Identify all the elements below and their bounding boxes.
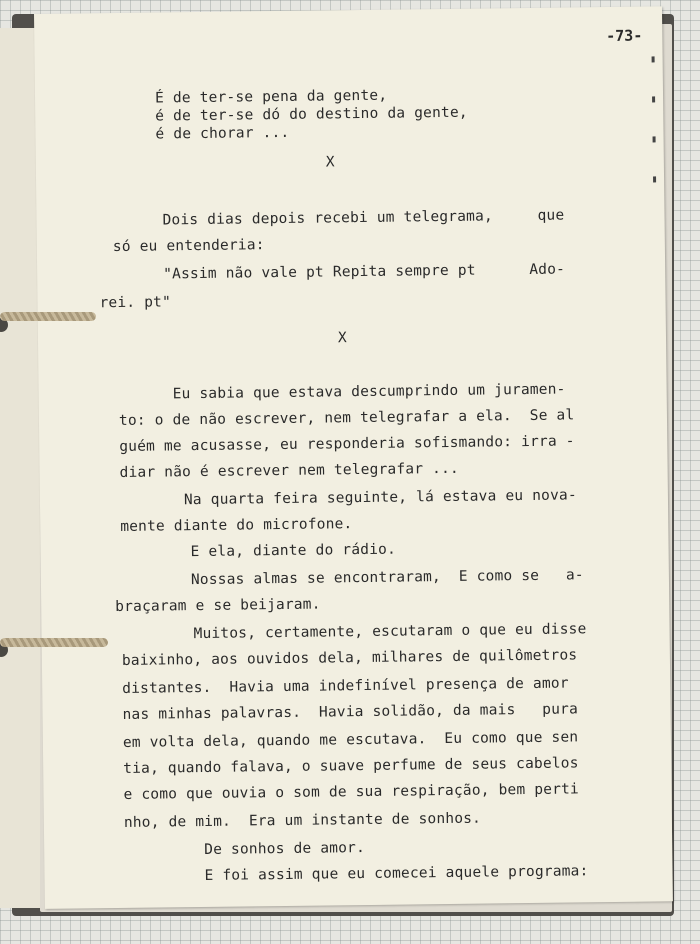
text-line: só eu entenderia: (112, 237, 265, 256)
text-line: Na quarta feira seguinte, lá estava eu nova- (183, 487, 577, 509)
text-line: mente diante do microfone. (120, 516, 353, 535)
page-number: -73- (606, 26, 643, 46)
separator-mark: X (325, 154, 335, 171)
binding-string (0, 638, 108, 647)
text-line: é de ter-se dó do destino da gente, (155, 104, 468, 125)
binding-string (0, 312, 96, 321)
text-line: distantes. Havia uma indefinível presença de amor (122, 675, 569, 697)
text-line: rei. pt" (99, 294, 172, 312)
text-line: to: o de não escrever, nem telegrafar a ela. Se al (118, 407, 575, 429)
text-line: De sonhos de amor. (204, 840, 366, 858)
typed-page (34, 6, 673, 909)
text-line: nho, de mim. Era um instante de sonhos. (123, 810, 482, 831)
separator-mark: X (337, 330, 348, 347)
text-line: É de ter-se pena da gente, (154, 87, 388, 107)
text-line: Muitos, certamente, escutaram o que eu disse (193, 621, 587, 643)
text-line: diar não é escrever nem telegrafar ... (119, 460, 460, 481)
text-line: Eu sabia que estava descumprindo um juramen- (172, 381, 566, 403)
text-line: baixinho, aos ouvidos dela, milhares de quilômetros (121, 647, 578, 669)
text-line: "Assim não vale pt Repita sempre pt Ado- (163, 261, 566, 283)
text-line: guém me acusasse, eu responderia sofismando: irra - (119, 433, 575, 455)
text-line: e como que ouvia o som de sua respiração, bem perti (123, 781, 580, 803)
text-line: tia, quando falava, o suave perfume de seus cabelos (123, 755, 579, 777)
text-line: Dois dias depois recebi um telegrama, que (162, 207, 565, 229)
text-line: nas minhas palavras. Havia solidão, da mais pura (122, 701, 579, 723)
text-line: braçaram e se beijaram. (115, 596, 321, 616)
text-line: Nossas almas se encontraram, E como se a- (190, 567, 584, 589)
margin-marks (652, 56, 657, 216)
text-line: E foi assim que eu comecei aquele programa: (204, 863, 589, 884)
text-line: é de chorar ... (155, 124, 290, 143)
text-line: E ela, diante do rádio. (190, 541, 397, 561)
text-line: em volta dela, quando me escutava. Eu como que sen (122, 729, 579, 751)
